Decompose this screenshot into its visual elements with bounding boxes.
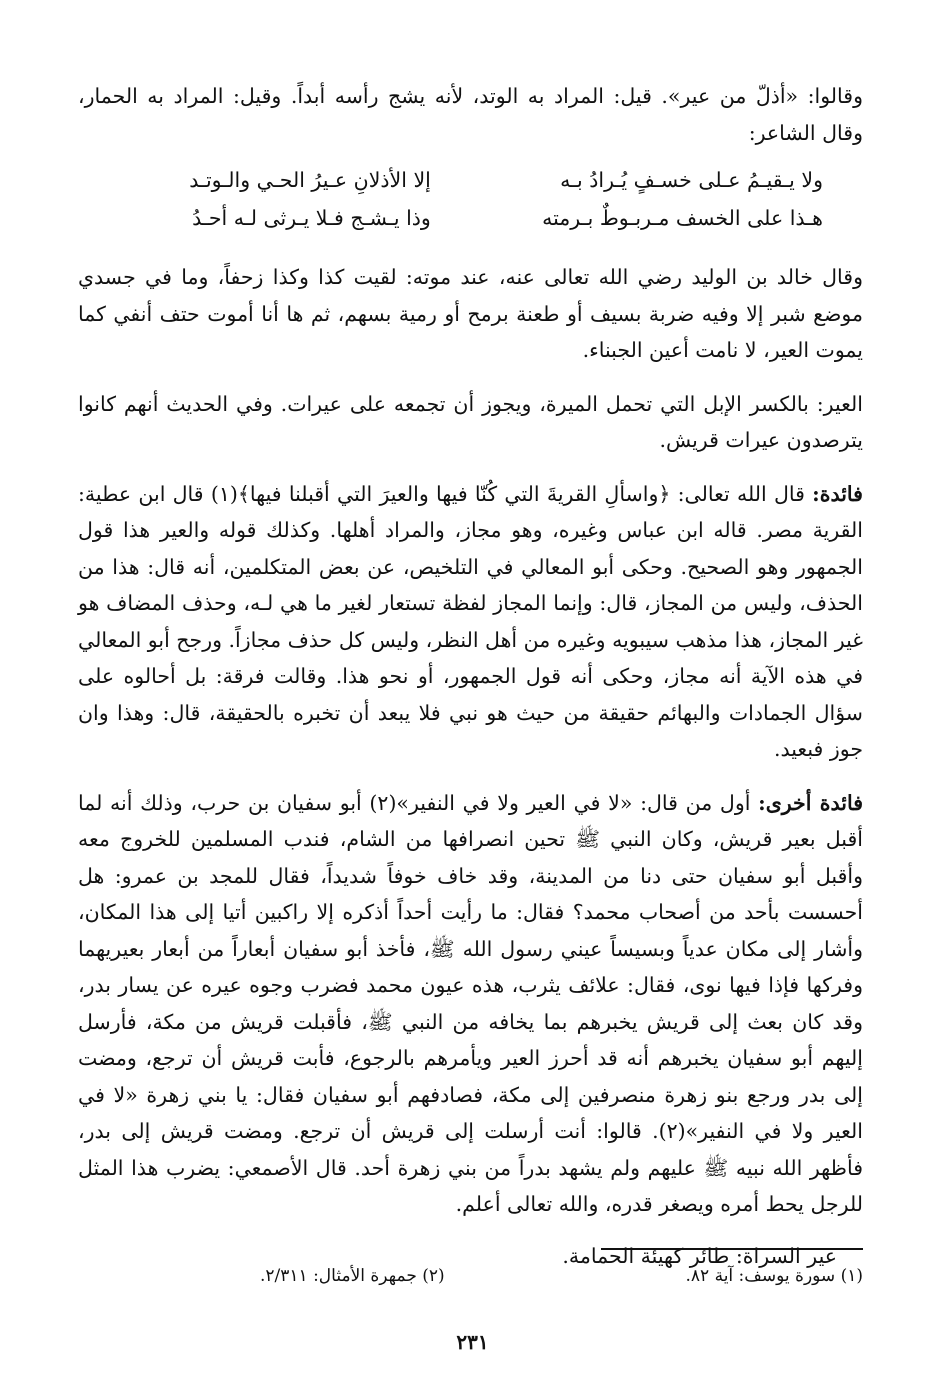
footnote-1: (١) سورة يوسف: آية ٨٢. — [685, 1266, 863, 1286]
paragraph-note-1 — [78, 476, 863, 768]
footnote-divider — [601, 1248, 863, 1250]
note-lead: فائدة أخرى: — [758, 790, 863, 815]
paragraph-proverb: وقالوا: «أذلّ من عير». قيل: المراد به الوتد، لأنه يشج رأسه أبداً. وقيل: المراد به الحمار، وقال الشاعر: — [78, 84, 863, 145]
paragraph-bird: عير السراة: طائر كهيئة الحمامة. — [562, 1243, 837, 1268]
footnotes — [260, 1264, 863, 1288]
poem-verse — [110, 161, 823, 199]
paragraph-note-2 — [78, 785, 863, 1223]
paragraph-definition: العير: بالكسر الإبل التي تحمل الميرة، ويجوز أن تجمعه على عيرات. وفي الحديث أنهم كانوا يترصدون عيرات قريش. — [78, 391, 863, 452]
paragraph-khalid: وقال خالد بن الوليد رضي الله تعالى عنه، عند موته: لقيت كذا وكذا زحفاً، وما في جسدي موضع شبر إلا وفيه ضربة بسيف أو طعنة برمح أو رمية بسهم، ثم ها أنا أموت حتف أنفي كما يموت العير، لا نامت أعين الجبناء. — [78, 265, 863, 362]
note-lead: فائدة: — [812, 481, 863, 506]
poem-hemistich: إلا الأذلانِ عـيرُ الحـي والـوتـد — [189, 168, 431, 192]
footnote-2: (٢) جمهرة الأمثال: ٢/٣١١. — [260, 1266, 445, 1286]
poem-hemistich: ولا يـقيـمُ عـلى خسـفٍ يُـرادُ بـه — [560, 168, 823, 192]
poem-hemistich: هـذا على الخسف مـربـوطٌ بـرمته — [542, 206, 823, 230]
note-body: قال الله تعالى: ﴿واسألِ القريةَ التي كُنّا فيها والعيرَ التي أقبلنا فيها﴾(١) قال ابن عطية: القرية مصر. قاله ابن عباس وغيره، وهو مجاز، والمراد أهلها. وكذلك قوله والعير هذا قول الجمهور وهو الصحيح. وحكى أبو المعالي في التلخيص، عن بعض المتكلمين، أنه قال: هذا من الحذف، وليس من المجاز، قال: وإنما المجاز لفظة تستعار لغير ما هي لـه، وحذف المضاف هو غير المجاز، هذا مذهب سيبويه وغيره من أهل النظر، وليس كل حذف مجازاً. ورجح أبو المعالي في هذه الآية أنه مجاز، وحكى أنه قول الجمهور، أو نحو هذا. وقالت فرقة: بل أحالوه على سؤال الجمادات والبهائم حقيقة من حيث هو نبي فلا يبعد أن تخبره بالحقيقة، قال: وهذا وان جوز فبعيد. — [78, 481, 863, 761]
poem — [110, 161, 823, 237]
note-body: أول من قال: «لا في العير ولا في النفير»(٢) أبو سفيان بن حرب، وذلك أنه لما أقبل بعير قريش، وكان النبي ﷺ تحين انصرافها من الشام، فندب المسلمين للخروج معه وأقبل أبو سفيان حتى دنا من المدينة، وقد خاف خوفاً شديداً، فقال للمجد بن عمرو: هل أحسست بأحد من أصحاب محمد؟ فقال: ما رأيت أحداً أذكره إلا راكبين أتيا إلى هذا المكان، وأشار إلى مكان عدياً وبسيساً عيني رسول الله ﷺ، فأخذ أبو سفيان أبعاراً من أبعار بعيريهما وفركها فإذا فيها نوى، فقال: علائف يثرب، هذه عيون محمد فضرب وجوه عيره عن يسار بدر، وقد كان بعث إلى قريش يخبرهم بما يخافه من النبي ﷺ، فأقبلت قريش من مكة، فأرسل إليهم أبو سفيان يخبرهم أنه قد أحرز العير ويأمرهم بالرجوع، فأبت قريش أن ترجع، ومضت إلى بدر ورجع بنو زهرة منصرفين إلى مكة، فصادفهم أبو سفيان فقال: يا بني زهرة «لا في العير ولا في النفير»(٢). قالوا: أنت أرسلت إلى قريش أن ترجع. ومضت قريش إلى بدر، فأظهر الله نبيه ﷺ عليهم ولم يشهد بدراً من بني زهرة أحد. قال الأصمعي: يضرب هذا المثل للرجل يحط أمره ويصغر قدره، والله تعالى أعلم. — [78, 790, 863, 1216]
poem-hemistich: وذا يـشـج فـلا يـرثى لـه أحـدُ — [192, 206, 431, 230]
poem-verse — [110, 199, 823, 237]
page-number: ٢٣١ — [456, 1330, 489, 1354]
